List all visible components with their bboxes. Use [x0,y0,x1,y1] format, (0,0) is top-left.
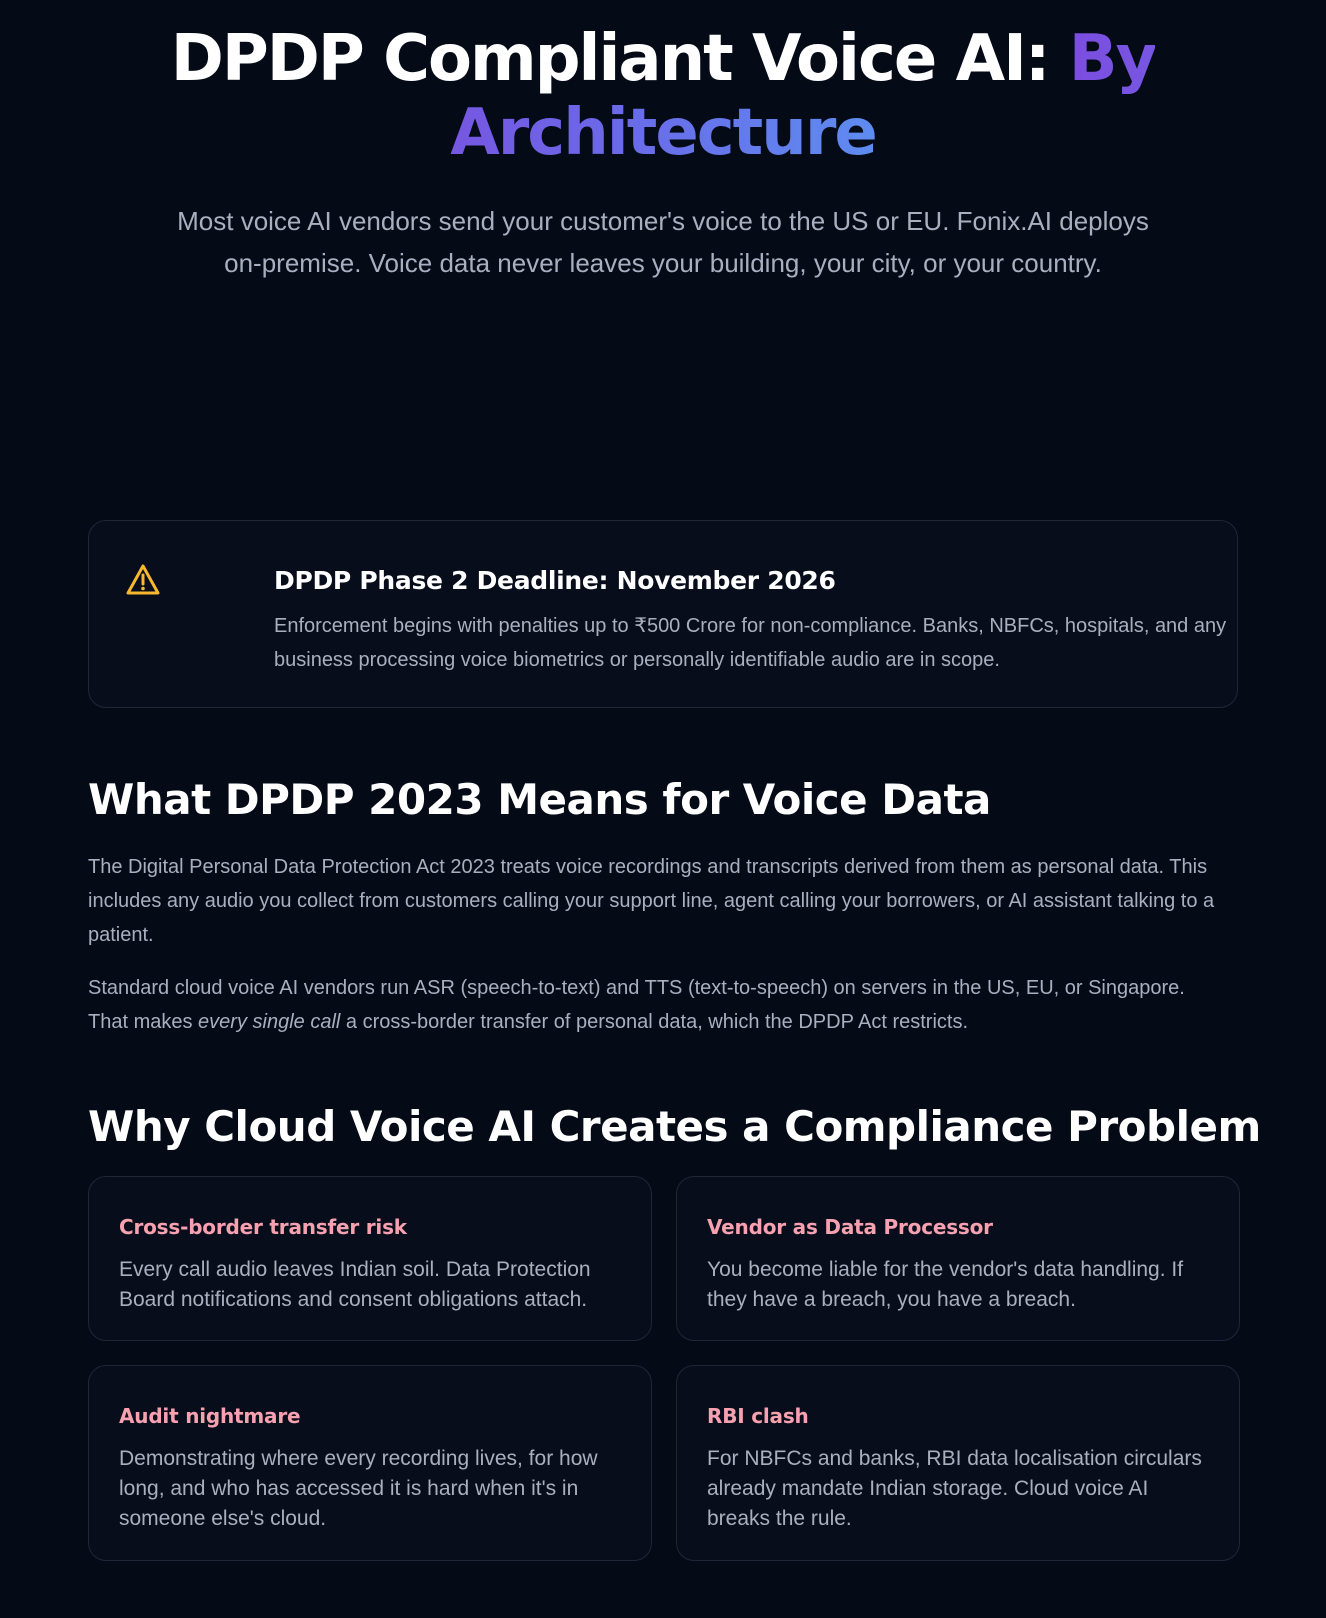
page-title [0,22,1326,170]
alert-title: DPDP Phase 2 Deadline: November 2026 [274,566,836,595]
card-body: Demonstrating where every recording lives, for how long, and who has accessed it is hard when it's in someone else's cloud. [119,1447,598,1530]
problem-card-audit [88,1365,652,1561]
paragraph-2-start: Standard cloud voice AI vendors run ASR (speech-to-text) and TTS (text-to-speech) on servers in the US, EU, or Singapore. That makes [88,977,1185,1033]
problem-card-rbi [676,1365,1240,1561]
alert-body: Enforcement begins with penalties up to ₹500 Crore for non-compliance. Banks, NBFCs, hospitals, and any business processing voice biometrics or personally identifiable audio are in scope. [274,615,1227,671]
problem-card-vendor-processor [676,1176,1240,1341]
page-title-main: DPDP Compliant Voice AI: [170,22,1069,96]
card-body: You become liable for the vendor's data handling. If they have a breach, you have a breach. [707,1258,1184,1311]
voice-data-paragraph-2 [88,971,1228,1039]
paragraph-2-end: a cross-border transfer of personal data, which the DPDP Act restricts. [340,1011,969,1033]
problem-card-cross-border [88,1176,652,1341]
section-heading-compliance-problem: Why Cloud Voice AI Creates a Compliance Problem [88,1102,1261,1151]
card-title: Vendor as Data Processor [707,1215,993,1239]
hero-subtitle: Most voice AI vendors send your customer's voice to the US or EU. Fonix.AI deploys on-premise. Voice data never leaves your building, your city, or your country. [177,206,1149,278]
warning-triangle-icon [125,563,161,597]
card-body: For NBFCs and banks, RBI data localisation circulars already mandate Indian storage. Cloud voice AI breaks the rule. [707,1447,1202,1530]
section-heading-voice-data: What DPDP 2023 Means for Voice Data [88,775,991,824]
paragraph-2-emphasis: every single call [198,1011,341,1033]
card-title: Cross-border transfer risk [119,1215,407,1239]
card-title: Audit nightmare [119,1404,301,1428]
card-body: Every call audio leaves Indian soil. Data Protection Board notifications and consent obligations attach. [119,1258,591,1311]
deadline-alert [88,520,1238,708]
page-title-accent: By Architecture [450,22,1156,170]
voice-data-paragraph-1: The Digital Personal Data Protection Act 2023 treats voice recordings and transcripts derived from them as personal data. This includes any audio you collect from customers calling your support line, agent calling your borrowers, or AI assistant talking to a patient. [88,856,1215,946]
card-title: RBI clash [707,1404,809,1428]
hero-section [0,22,1326,284]
